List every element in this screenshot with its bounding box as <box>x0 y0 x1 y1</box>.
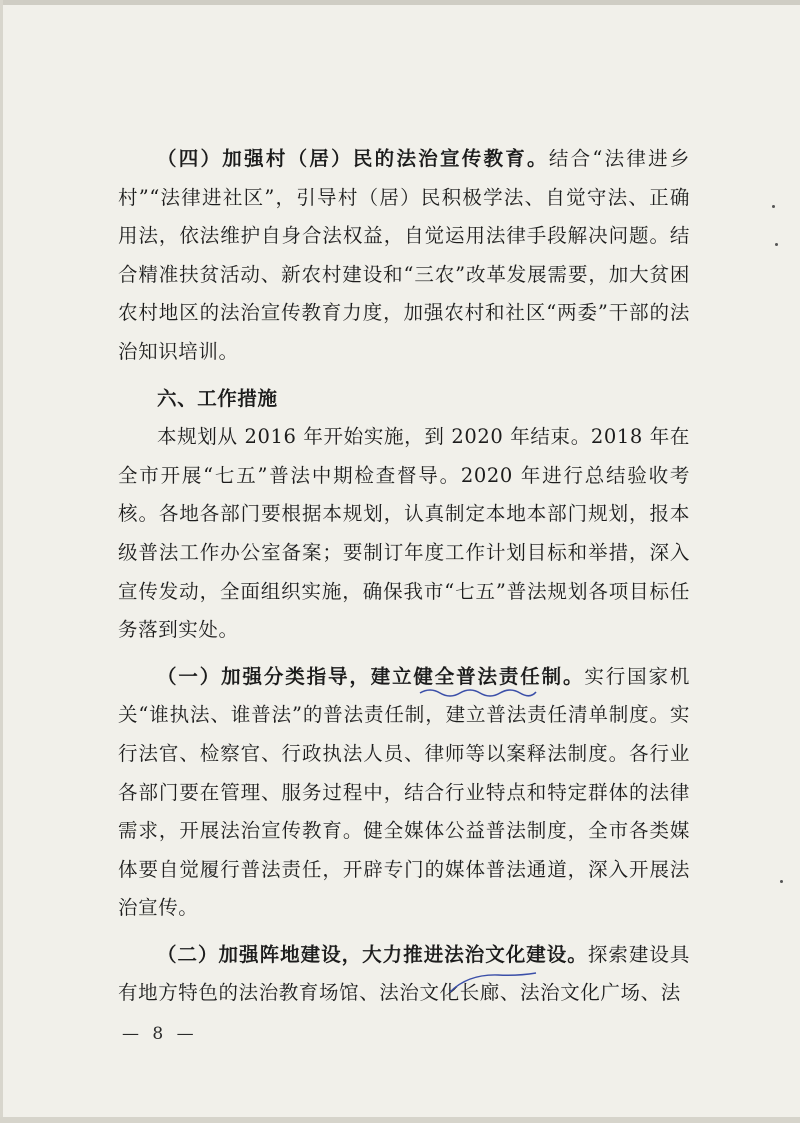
paragraph-text: 实行国家机关“谁执法、谁普法”的普法责任制，建立普法责任清单制度。实行法官、检察官、行政执法人员、律师等以案释法制度。各行业各部门要在管理、服务过程中，结合行业特点和特定群体的法律需求，开展法治宣传教育。健全媒体公益普法制度，全市各类媒体要自觉履行普法责任，开辟专门的媒体普法通道，深入开展法治宣传。 <box>118 664 690 920</box>
document-body <box>118 140 690 1013</box>
pen-underline-mark <box>418 686 538 700</box>
page-bottom-edge <box>0 1117 800 1123</box>
page-left-edge <box>0 0 3 1123</box>
paragraph-implementation-schedule: 本规划从 2016 年开始实施，到 2020 年结束。2018 年在全市开展“七五”普法中期检查督导。2020 年进行总结验收考核。各地各部门要根据本规划，认真制定本地本部门规划，报本级普法工作办公室备案；要制订年度工作计划目标和举措，深入宣传发动，全面组织实施，确保我市“七五”普法规划各项目标任务落到实处。 <box>118 425 690 642</box>
scan-speck <box>772 205 775 208</box>
pen-curve-mark <box>448 970 538 996</box>
paragraph-responsibility-system <box>118 658 690 928</box>
scan-speck <box>780 880 783 883</box>
page-number: — 8 — <box>122 1024 198 1044</box>
scan-speck <box>775 243 778 246</box>
paragraph-text: 结合“法律进乡村”“法律进社区”，引导村（居）民积极学法、自觉守法、正确用法，依法维护自身合法权益，自觉运用法律手段解决问题。结合精准扶贫活动、新农村建设和“三农”改革发展需要，加大贫困农村地区的法治宣传教育力度，加强农村和社区“两委”干部的法治知识培训。 <box>118 147 690 363</box>
paragraph-lead: （四）加强村（居）民的法治宣传教育。 <box>157 147 549 170</box>
page-top-edge <box>0 0 800 5</box>
paragraph-village-education <box>118 140 690 372</box>
paragraph-lead: （二）加强阵地建设，大力推进法治文化建设。 <box>157 942 588 966</box>
section-heading-work-measures: 六、工作措施 <box>157 386 278 410</box>
paragraph-position-building <box>118 936 690 1013</box>
paragraph-text: 探索建设具有地方特色的法治教育场馆、法治文化长廊、法治文化广场、法 <box>118 942 690 1005</box>
paragraph-lead: （一）加强分类指导，建立健全普法责任制。 <box>157 664 585 688</box>
